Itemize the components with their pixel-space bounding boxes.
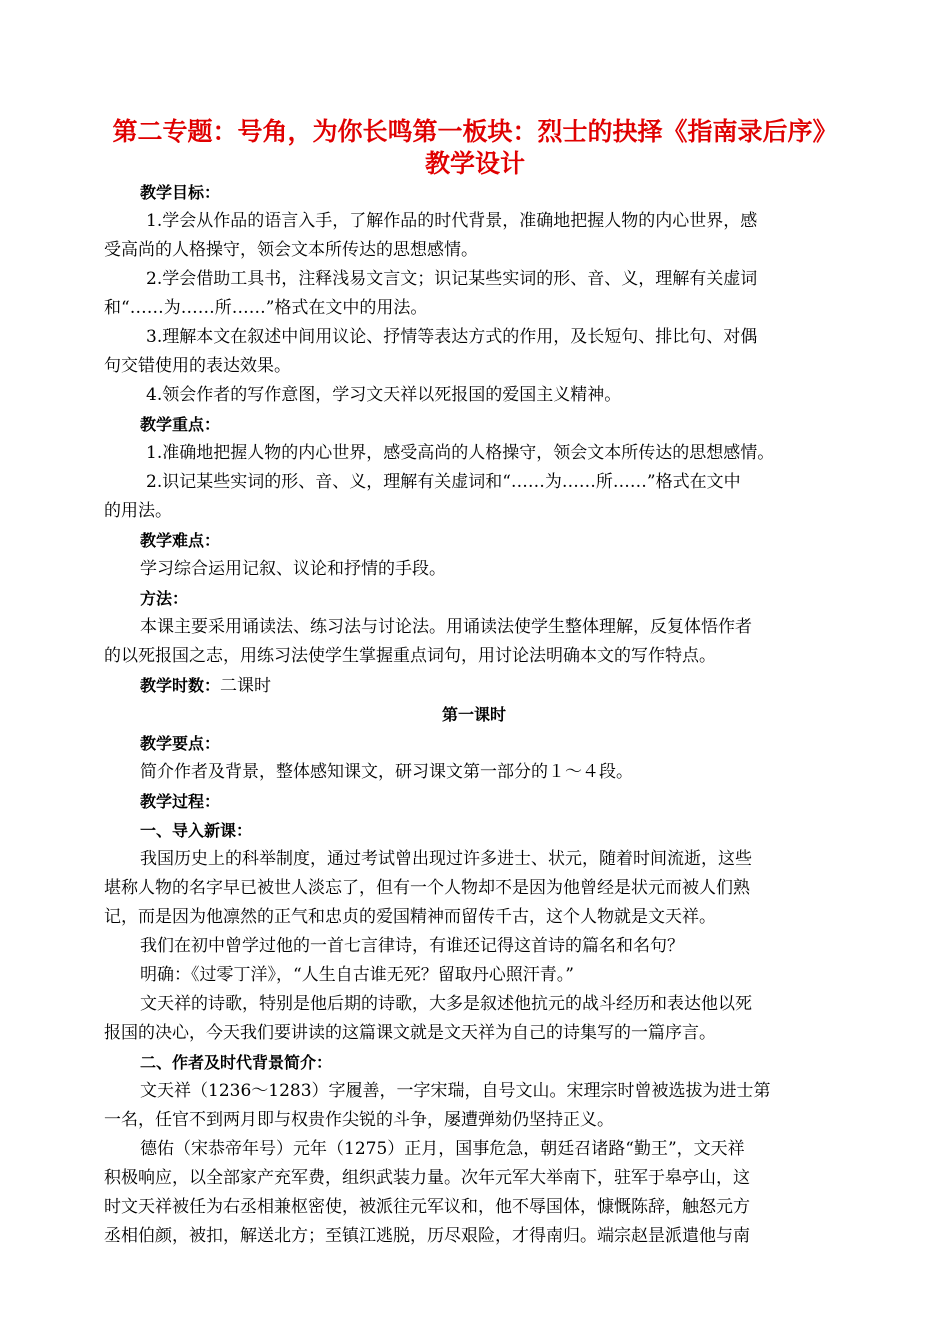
hours-value: 二课时 [220, 676, 272, 696]
key-point-item-cont: 的用法。 [104, 501, 172, 521]
paragraph-cont: 堪称人物的名字早已被世人淡忘了，但有一个人物却不是因为他曾经是状元而被人们熟 [104, 878, 750, 898]
key-point-item: 2.识记某些实词的形、音、义，理解有关虚词和“……为……所……”格式在文中 [146, 472, 741, 492]
paragraph: 明确：《过零丁洋》，“人生自古谁无死？留取丹心照汗青。” [140, 965, 574, 985]
paragraph-cont: 积极响应，以全部家产充军费，组织武装力量。次年元军大举南下，驻军于皋亭山，这 [104, 1168, 750, 1188]
hours-label: 教学时数： [140, 676, 221, 695]
objective-item-cont: 和“……为……所……”格式在文中的用法。 [104, 298, 428, 318]
method-heading: 方法： [140, 589, 189, 608]
key-point-item: 1.准确地把握人物的内心世界，感受高尚的人格操守，领会文本所传达的思想感情。 [146, 443, 775, 463]
hours-line [104, 671, 844, 700]
method-text-cont: 的以死报国之志，用练习法使学生掌握重点词句，用讨论法明确本文的写作特点。 [104, 646, 716, 666]
objective-item: 3.理解本文在叙述中间用议论、抒情等表达方式的作用，及长短句、排比句、对偶 [146, 327, 758, 347]
paragraph: 德佑（宋恭帝年号）元年（1275）正月，国事危急，朝廷召诸路“勤王”，文天祥 [140, 1139, 745, 1159]
section-heading: 一、导入新课： [140, 821, 253, 840]
paragraph-cont: 记，而是因为他凛然的正气和忠贞的爱国精神而留传千古，这个人物就是文天祥。 [104, 907, 716, 927]
objective-item-cont: 受高尚的人格操守，领会文本所传达的思想感情。 [104, 240, 478, 260]
paragraph-cont: 一名，任官不到两月即与权贵作尖锐的斗争，屡遭弹劾仍坚持正义。 [104, 1110, 614, 1130]
process-heading: 教学过程： [140, 792, 221, 811]
difficulties-heading: 教学难点： [140, 531, 221, 550]
document-body [104, 178, 844, 1251]
points-heading: 教学要点： [140, 734, 221, 753]
paragraph-cont: 时文天祥被任为右丞相兼枢密使，被派往元军议和，他不辱国体，慷慨陈辞，触怒元方 [104, 1197, 750, 1217]
lesson-heading: 第一课时 [441, 705, 506, 724]
objective-item: 1.学会从作品的语言入手，了解作品的时代背景，准确地把握人物的内心世界，感 [146, 211, 758, 231]
objective-item: 4.领会作者的写作意图，学习文天祥以死报国的爱国主义精神。 [146, 385, 622, 405]
key-points-heading: 教学重点： [140, 415, 221, 434]
objectives-heading: 教学目标： [140, 183, 221, 202]
points-text: 简介作者及背景，整体感知课文，研习课文第一部分的１～４段。 [140, 762, 633, 782]
paragraph: 文天祥（1236～1283）字履善，一字宋瑞，自号文山。宋理宗时曾被选拔为进士第 [140, 1081, 771, 1101]
paragraph-cont: 丞相伯颜，被扣，解送北方；至镇江逃脱，历尽艰险，才得南归。端宗赵昰派遣他与南 [104, 1226, 750, 1246]
paragraph: 文天祥的诗歌，特别是他后期的诗歌，大多是叙述他抗元的战斗经历和表达他以死 [140, 994, 752, 1014]
paragraph: 我们在初中曾学过他的一首七言律诗，有谁还记得这首诗的篇名和名句？ [140, 936, 684, 956]
paragraph: 我国历史上的科举制度，通过考试曾出现过许多进士、状元，随着时间流逝，这些 [140, 849, 752, 869]
section-heading: 二、作者及时代背景简介： [140, 1053, 333, 1072]
difficulties-text: 学习综合运用记叙、议论和抒情的手段。 [140, 559, 446, 579]
paragraph-cont: 报国的决心，今天我们要讲读的这篇课文就是文天祥为自己的诗集写的一篇序言。 [104, 1023, 716, 1043]
objective-item: 2.学会借助工具书，注释浅易文言文；识记某些实词的形、音、义，理解有关虚词 [146, 269, 758, 289]
objective-item-cont: 句交错使用的表达效果。 [104, 356, 291, 376]
document-title: 第二专题：号角，为你长鸣第一板块：烈士的抉择《指南录后序》 [112, 117, 838, 146]
document-title-line2: 教学设计 [424, 149, 525, 178]
method-text: 本课主要采用诵读法、练习法与讨论法。用诵读法使学生整体理解，反复体悟作者 [140, 617, 752, 637]
